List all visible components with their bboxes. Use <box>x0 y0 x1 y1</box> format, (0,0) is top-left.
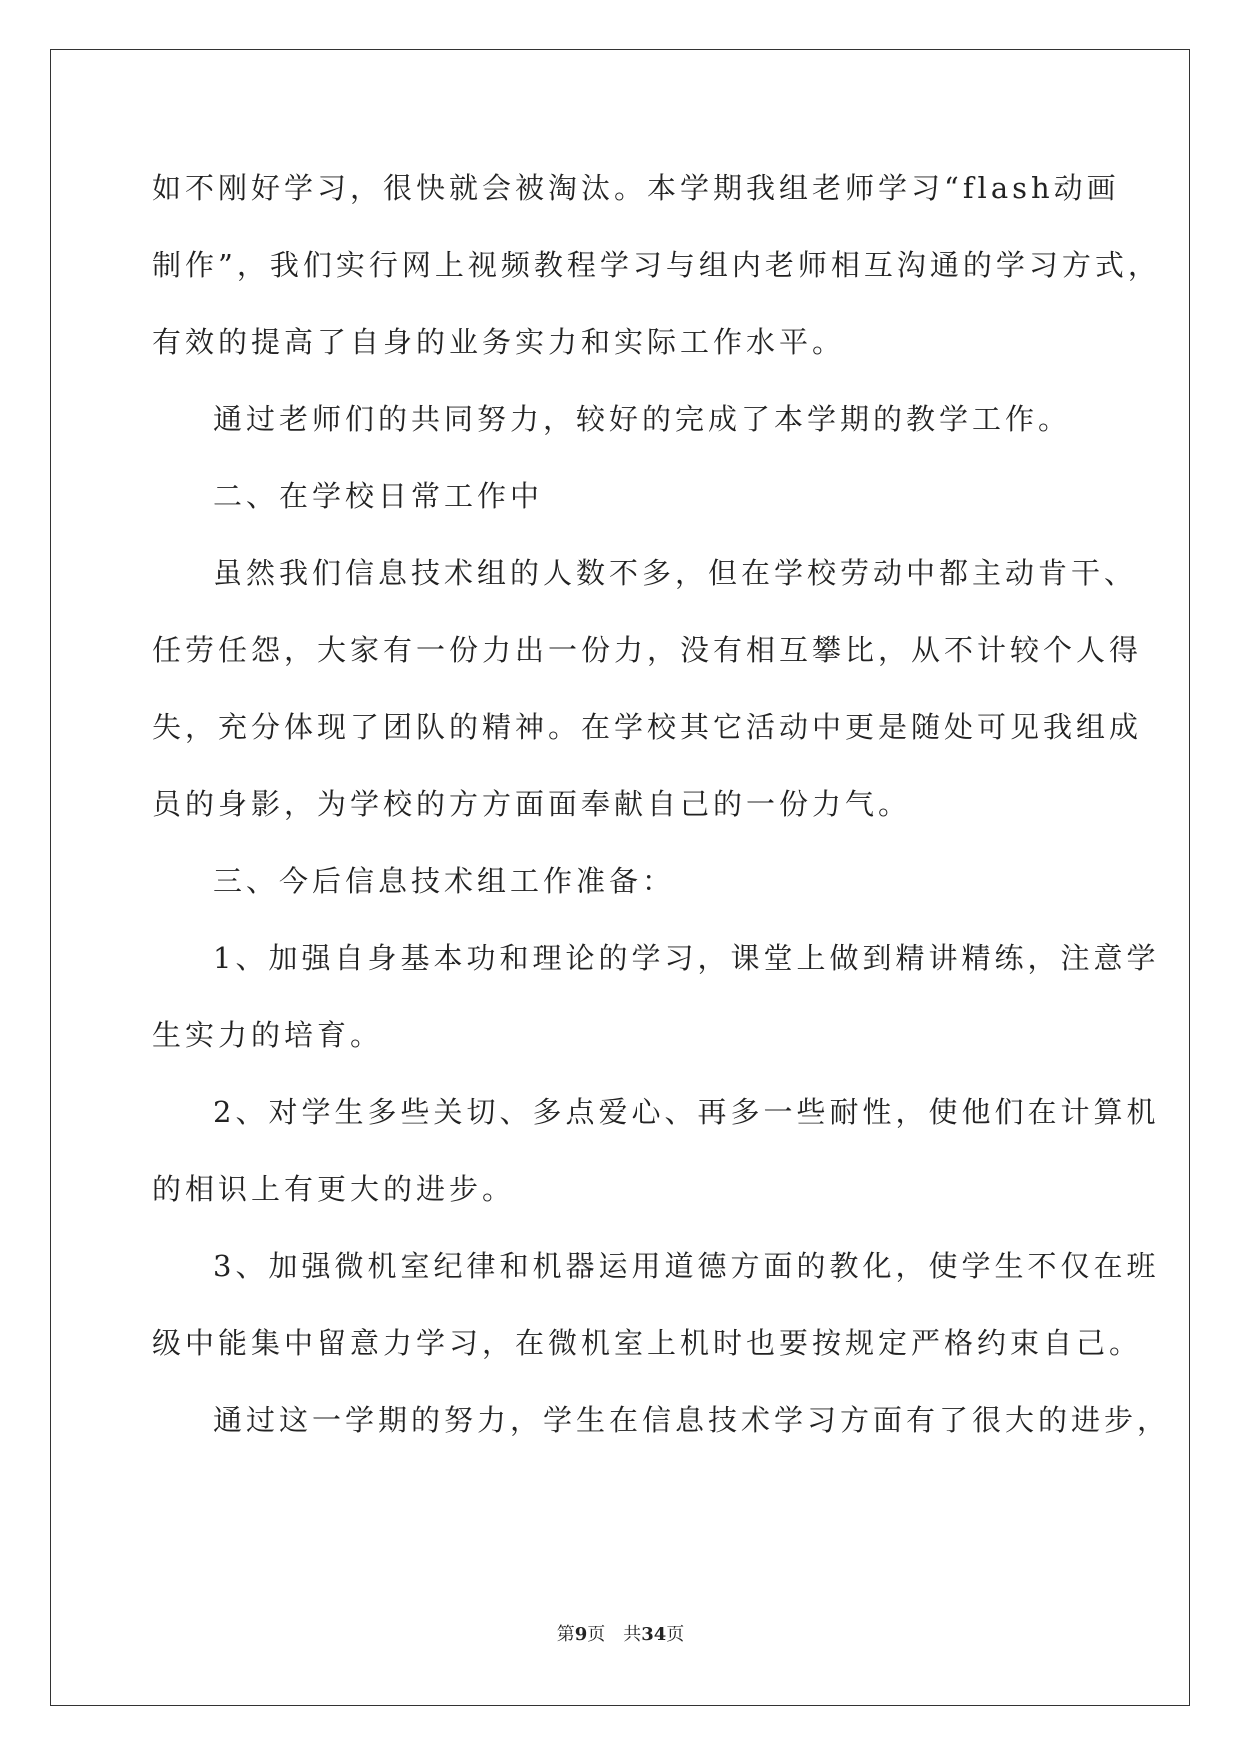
body-line: 虽然我们信息技术组的人数不多，但在学校劳动中都主动肯干、 <box>213 556 1138 590</box>
body-line: 失，充分体现了团队的精神。在学校其它活动中更是随处可见我组成 <box>152 710 1143 744</box>
body-line: 有效的提高了自身的业务实力和实际工作水平。 <box>152 325 846 359</box>
page-total: 34 <box>641 1624 667 1645</box>
body-line: 如不刚好学习，很快就会被淘汰。本学期我组老师学习“flash动画 <box>152 171 1120 205</box>
list-item: 2、对学生多些关切、多点爱心、再多一些耐性，使他们在计算机 <box>213 1095 1160 1129</box>
body-line: 员的身影，为学校的方方面面奉献自己的一份力气。 <box>152 787 912 821</box>
list-item: 3、加强微机室纪律和机器运用道德方面的教化，使学生不仅在班 <box>213 1249 1160 1283</box>
body-line: 任劳任怨，大家有一份力出一份力，没有相互攀比，从不计较个人得 <box>152 633 1143 667</box>
page-number: 9 <box>574 1624 588 1645</box>
list-item-continuation: 级中能集中留意力学习，在微机室上机时也要按规定严格约束自己。 <box>152 1326 1143 1360</box>
document-body <box>152 150 1171 1459</box>
body-line: 制作”，我们实行网上视频教程学习与组内老师相互沟通的学习方式， <box>152 248 1161 282</box>
page-number-suffix: 页 <box>587 1624 606 1645</box>
body-line: 通过这一学期的努力，学生在信息技术学习方面有了很大的进步， <box>213 1403 1171 1437</box>
list-item-continuation: 生实力的培育。 <box>152 1018 384 1052</box>
section-heading: 三、今后信息技术组工作准备： <box>213 864 676 898</box>
body-line: 通过老师们的共同努力，较好的完成了本学期的教学工作。 <box>213 402 1072 436</box>
page-footer <box>0 1620 1241 1646</box>
page-total-suffix: 页 <box>666 1624 685 1645</box>
section-heading: 二、在学校日常工作中 <box>213 479 544 513</box>
list-item: 1、加强自身基本功和理论的学习，课堂上做到精讲精练，注意学 <box>213 941 1160 975</box>
page-total-prefix: 共 <box>623 1624 642 1645</box>
list-item-continuation: 的相识上有更大的进步。 <box>152 1172 516 1206</box>
page-number-prefix: 第 <box>556 1624 575 1645</box>
